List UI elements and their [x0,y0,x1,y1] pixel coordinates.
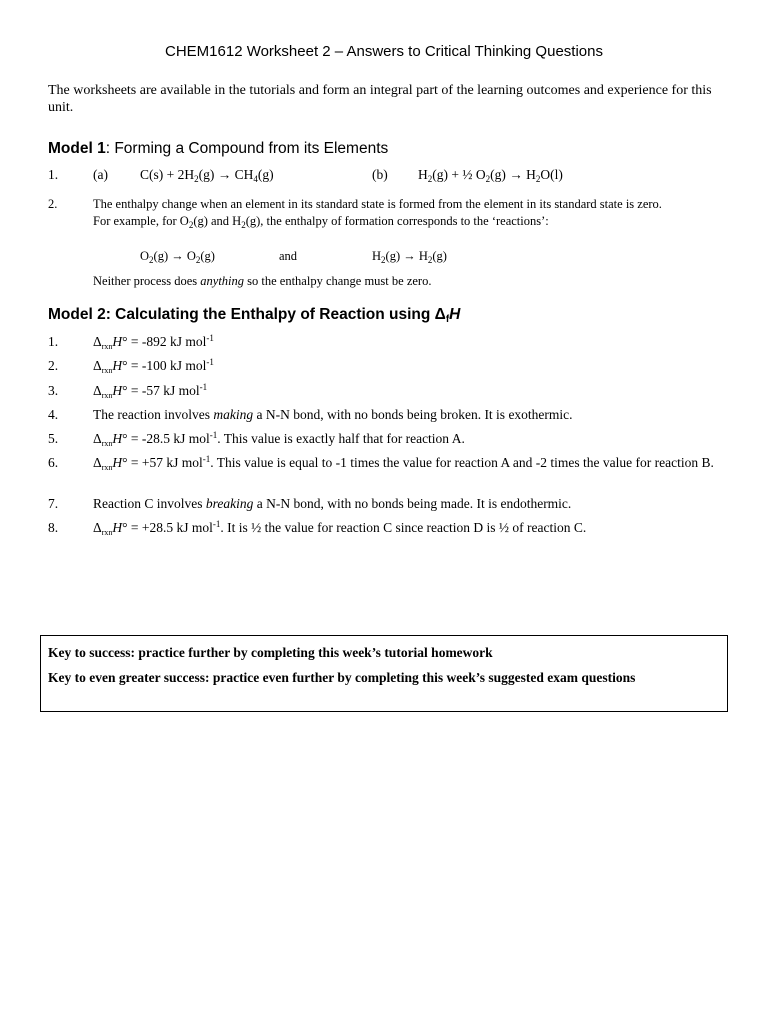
item-text: $\Delta_{rxn}H^\circ = -28.5$ kJ mol$^{-1}$. This value is exactly half that for reaction A. [93,430,465,448]
model2-heading [48,306,460,324]
item-number: 8. [48,520,59,535]
item-number: 7. [48,496,59,511]
intro-paragraph: The worksheets are available in the tutorials and form an integral part of the learning outcomes and experience for this unit. [48,83,712,115]
model1-q2-line2: For example, for $O_2(g)$ and $H_2(g)$, the enthalpy of formation corresponds to the ‘reactions’: [93,214,549,230]
key-line-2: Key to even greater success: practice even further by completing this week’s suggested exam questions [48,670,636,685]
model2-heading-text: Model 2: Calculating the Enthalpy of Reaction using Δ [48,306,446,323]
q2-line2-part-a: For example, for O [93,214,189,228]
q1b-label: (b) [372,167,388,182]
q1a-label: (a) [93,167,108,182]
item-text: $\Delta_{rxn}H^\circ = -100$ kJ mol$^{-1}$ [93,357,214,375]
item-number: 1. [48,334,59,349]
neither-line [93,273,431,290]
model1-heading [48,140,388,158]
item-number: 4. [48,407,59,422]
q2-number: 2. [48,197,58,211]
item-text: $\Delta_{rxn}H^\circ = +57$ kJ mol$^{-1}$. This value is equal to -1 times the value for reaction A and -2 times the value for reaction B. [93,454,714,472]
neither-part-a: Neither process does [93,274,201,288]
q2-line2-part-c: (g), the enthalpy of formation corresponds to the ‘reactions’: [245,214,549,228]
and-word: and [279,249,298,263]
model1-heading-text: : Forming a Compound from its Elements [105,140,389,157]
key-to-success-box [40,635,728,712]
neither-part-b: so the enthalpy change must be zero. [244,274,432,288]
item-text: $\Delta_{rxn}H^\circ = +28.5$ kJ mol$^{-1}$. It is ½ the value for reaction C since reaction D is ½ of reaction C. [93,519,587,537]
key-line-1: Key to success: practice further by completing this week’s tutorial homework [48,645,493,660]
neither-emphasis: anything [200,274,245,288]
q1-number: 1. [48,167,59,182]
item-text: $\Delta_{rxn}H^\circ = -57$ kJ mol$^{-1}$ [93,382,208,400]
item-number: 2. [48,358,59,373]
item-text: $\Delta_{rxn}H^\circ = -892$ kJ mol$^{-1}$ [93,333,214,351]
q1b-equation: $H_2(g)$ + ½ $O_2(g) \to H_2O(l)$ [418,167,563,184]
model1-label: Model 1 [48,140,106,157]
item-number: 6. [48,455,59,470]
model2-heading-sub: f [445,314,450,325]
model2-heading-h: H [449,306,461,323]
item-number: 5. [48,431,59,446]
o2-reaction: $O_2(g) \to O_2(g)$ [140,249,215,265]
page-title: CHEM1612 Worksheet 2 – Answers to Critical Thinking Questions [165,43,603,60]
item-number: 3. [48,383,59,398]
h2-reaction: $H_2(g) \to H_2(g)$ [372,249,447,265]
item-text: Reaction C involves breaking a N-N bond, with no bonds being made. It is endothermic. [93,496,572,511]
item-text: The reaction involves making a N-N bond, with no bonds being broken. It is exothermic. [93,407,573,422]
q1a-equation: $C(s) + 2H_2(g) \to CH_4(g)$ [140,167,274,184]
q2-line2-part-b: (g) and H [193,214,242,228]
q2-line1: The enthalpy change when an element in its standard state is formed from the element in its standard state is zero. [93,197,662,211]
